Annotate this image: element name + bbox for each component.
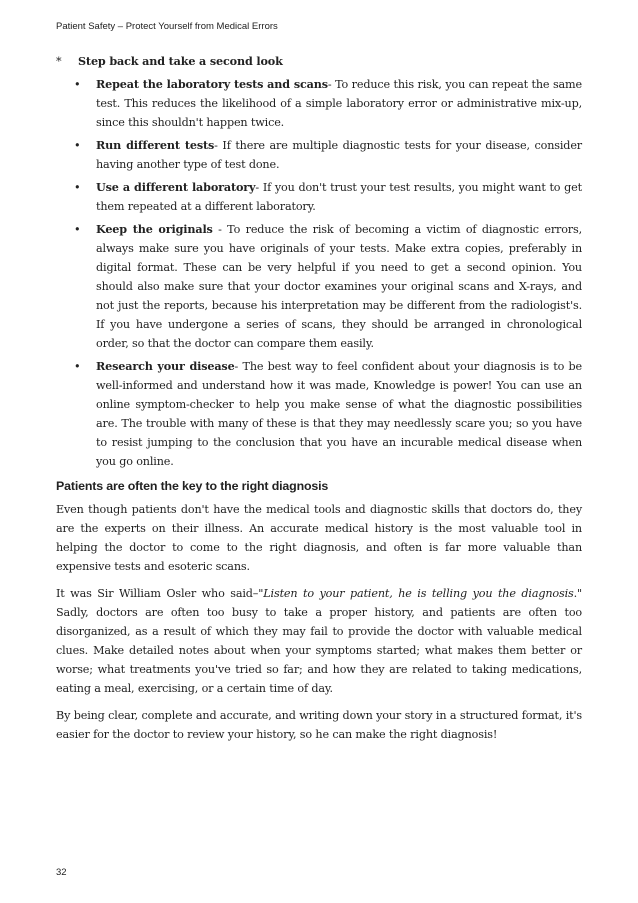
list-item (56, 357, 582, 471)
asterisk-marker: * (56, 55, 62, 68)
bullet-icon: • (74, 181, 81, 194)
list-item (56, 136, 582, 174)
list-item (56, 220, 582, 353)
list-item (56, 178, 582, 216)
bullet-text: - If you don't trust your test results, you might want to get them repeated at a different laboratory. (96, 181, 582, 213)
bullet-lead: Run different tests (96, 138, 215, 152)
bullet-icon: • (74, 223, 81, 236)
bullet-lead: Keep the originals (96, 222, 213, 236)
paragraph-conclusion: By being clear, complete and accurate, and writing down your story in a structured format, it's easier for the doctor to review your history, so he can make the right diagnosis! (56, 709, 582, 741)
paragraph-experts: Even though patients don't have the medical tools and diagnostic skills that doctors do, they are the experts on their illness. An accurate medical history is the most valuable tool in helping the doctor to come to the right diagnosis, and often is far more valuable than expensive tests and esoteric scans. (56, 503, 582, 573)
section-heading: Patients are often the key to the right diagnosis (56, 479, 329, 493)
bullet-icon: • (74, 78, 81, 91)
bullet-lead: Repeat the laboratory tests and scans (96, 77, 328, 91)
bullet-lead: Research your disease (96, 359, 235, 373)
bullet-text: - To reduce this risk, you can repeat the same test. This reduces the likelihood of a simple laboratory error or administrative mix-up, since this shouldn't happen twice. (96, 78, 582, 129)
step-heading (56, 52, 582, 71)
page-number: 32 (56, 867, 67, 878)
osler-quote: Listen to your patient, he is telling you the diagnosis (263, 587, 574, 600)
bullet-icon: • (74, 360, 81, 373)
paragraph-osler (56, 584, 582, 698)
bullet-icon: • (74, 139, 81, 152)
step-title: Step back and take a second look (78, 54, 283, 68)
list-item (56, 75, 582, 132)
running-header: Patient Safety – Protect Yourself from Medical Errors (56, 21, 278, 32)
bullet-lead: Use a different laboratory (96, 180, 256, 194)
page-content (56, 52, 582, 752)
bullet-list (56, 75, 582, 471)
bullet-text: - The best way to feel confident about your diagnosis is to be well-informed and understand how it was made, Knowledge is power! You can use an online symptom-checker to help you make sense of what the diagnostic possibilities are. The trouble with many of these is that they may needlessly scare you; so you have to resist jumping to the conclusion that you have an incurable medical disease when you go online. (96, 360, 582, 468)
osler-rest: ." Sadly, doctors are often too busy to take a proper history, and patients are often too disorganized, as a result of which they may fail to provide the doctor with valuable medical clues. Make detailed notes about when your symptoms started; what makes them better or worse; what treatments you've tried so far; and how they are related to taking medications, eating a meal, exercising, or a certain time of day. (56, 587, 583, 695)
bullet-text: - If there are multiple diagnostic tests for your disease, consider having another type of test done. (96, 139, 582, 171)
osler-intro: It was Sir William Osler who said–" (56, 587, 264, 600)
bullet-text: - To reduce the risk of becoming a victim of diagnostic errors, always make sure you have originals of your tests. Make extra copies, preferably in digital format. These can be very helpful if you need to get a second opinion. You should also make sure that your doctor examines your original scans and X-rays, and not just the reports, because his interpretation may be different from the radiologist's. If you have undergone a series of scans, they should be arranged in chronological order, so that the doctor can compare them easily. (96, 223, 582, 350)
